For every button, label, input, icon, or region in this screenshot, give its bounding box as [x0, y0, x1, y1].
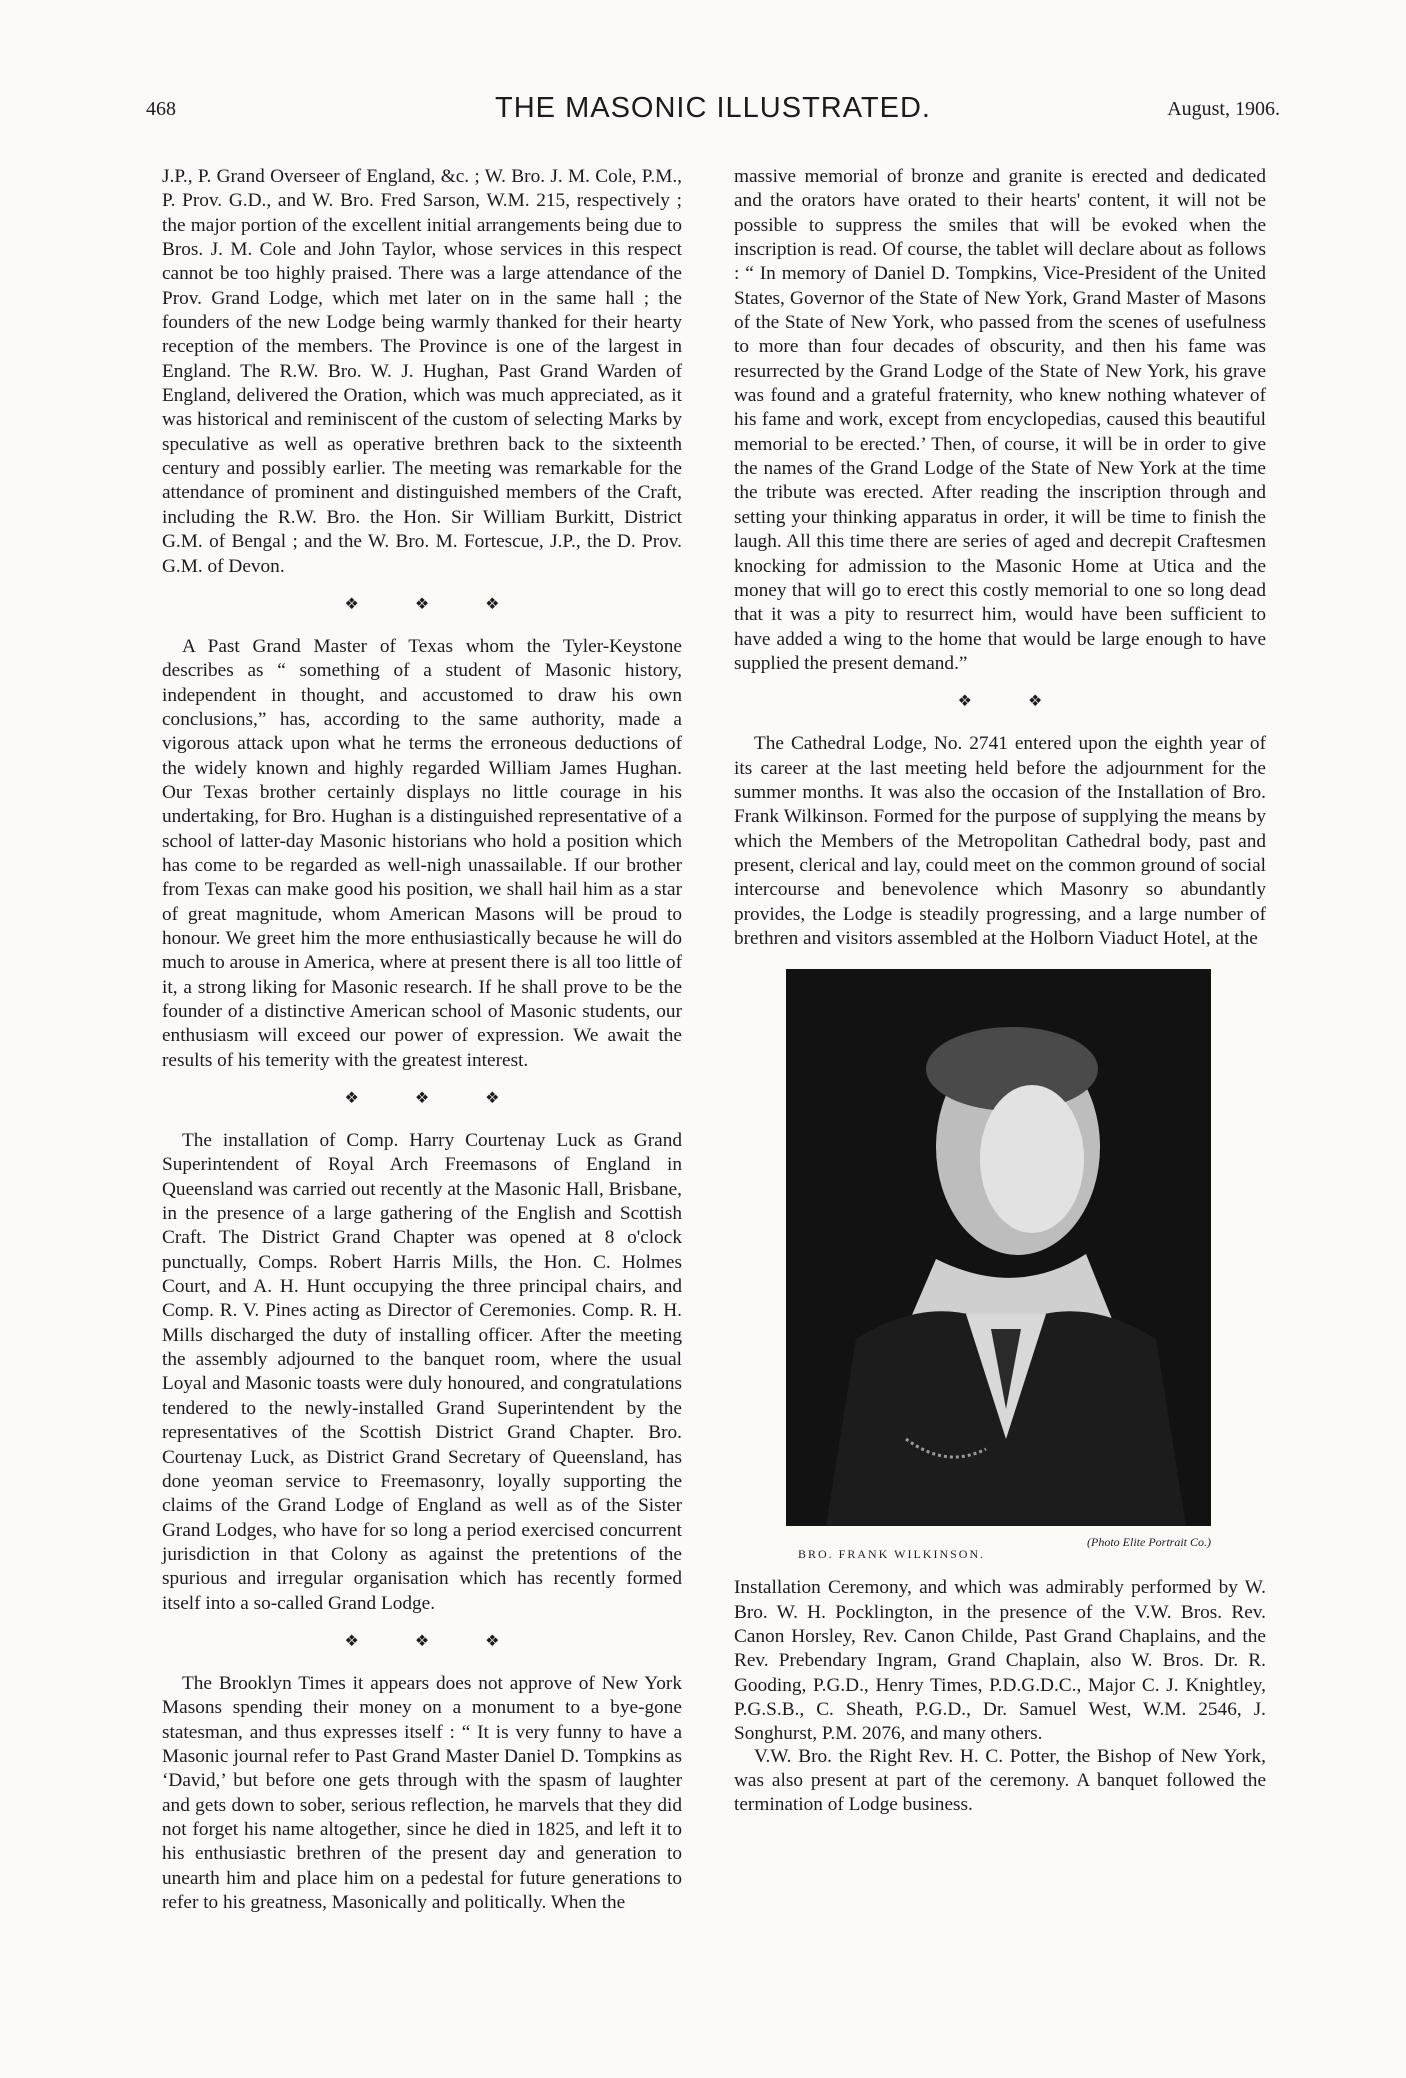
page-header	[146, 92, 1280, 132]
right-column	[734, 165, 1266, 1818]
section-separator: ❖ ❖ ❖	[344, 595, 526, 613]
section-separator: ❖ ❖	[957, 693, 1069, 711]
article-paragraph: The Brooklyn Times it appears does not approve of New York Masons spending their money on a monument to a bye-gone statesman, and thus expresses itself : “ It is very funny to have a Masonic journal refer to Past Grand Master Daniel D. Tompkins as ‘David,’ but before one gets through with the spasm of laughter and gets down to sober, serious reflection, he marvels that they did not forget his name altogether, since he died in 1825, and left it to his enthusiastic brethren of the present day and generation to unearth him and place him on a pedestal for future generations to refer to his greatness, Masonically and politically. When the	[162, 1672, 682, 1913]
portrait-photo	[786, 969, 1211, 1526]
photo-subject-name: BRO. FRANK WILKINSON.	[798, 1547, 986, 1562]
issue-date: August, 1906.	[1167, 98, 1280, 120]
publication-title: THE MASONIC ILLUSTRATED.	[495, 92, 931, 124]
portrait-illustration	[786, 969, 1211, 1526]
page-number: 468	[146, 98, 176, 120]
section-separator: ❖ ❖ ❖	[344, 1632, 526, 1650]
left-column	[162, 165, 682, 1915]
article-paragraph: A Past Grand Master of Texas whom the Tyler-Keystone describes as “ something of a student of Masonic history, independent in thought, and accustomed to draw his own conclusions,” has, according to the same authority, made a vigorous attack upon what he terms the erroneous deductions of the widely known and highly regarded William James Hughan. Our Texas brother certainly displays no little courage in his undertaking, for Bro. Hughan is a distinguished representative of a school of latter-day Masonic historians who hold a position which has come to be regarded as well-nigh unassailable. If our brother from Texas can make good his position, we shall hail him as a star of great magnitude, whom American Masons will be proud to honour. We greet him the more enthusiastically because he will do much to arouse in America, where at present there is all too little of it, a strong liking for Masonic research. If he shall prove to be the founder of a distinctive American school of Masonic students, our enthusiasm will exceed our power of expression. We await the results of his temerity with the greatest interest.	[162, 635, 682, 1071]
article-paragraph: The installation of Comp. Harry Courtenay Luck as Grand Superintendent of Royal Arch Freemasons of England in Queensland was carried out recently at the Masonic Hall, Brisbane, in the presence of a large gathering of the English and Scottish Craft. The District Grand Chapter was opened at 8 o'clock punctually, Comps. Robert Harris Mills, the Hon. C. Holmes Court, and A. H. Hunt occupying the three principal chairs, and Comp. R. V. Pines acting as Director of Ceremonies. Comp. R. H. Mills discharged the duty of installing officer. After the meeting the assembly adjourned to the banquet room, where the usual Loyal and Masonic toasts were duly honoured, and congratulations tendered to the newly-installed Grand Superintendent by the representatives of the Scottish District Grand Chapter. Bro. Courtenay Luck, as District Grand Secretary of Queensland, has done yeoman service to Freemasonry, loyally supporting the claims of the Grand Lodge of England as well as of the Sister Grand Lodges, who have for so long a period exercised concurrent jurisdiction in that Colony as against the pretentions of the spurious and irregular organisation which has recently formed itself into a so-called Grand Lodge.	[162, 1130, 682, 1614]
photo-caption	[786, 1530, 1211, 1562]
article-paragraph: V.W. Bro. the Right Rev. H. C. Potter, the Bishop of New York, was also present at part of the ceremony. A banquet followed the termination of Lodge business.	[734, 1745, 1266, 1816]
portrait-figure	[786, 969, 1211, 1562]
photo-credit: (Photo Elite Portrait Co.)	[1087, 1535, 1211, 1550]
section-separator: ❖ ❖ ❖	[344, 1090, 526, 1108]
article-paragraph: Installation Ceremony, and which was admirably performed by W. Bro. W. H. Pocklington, in the presence of the V.W. Bros. Rev. Canon Horsley, Rev. Canon Childe, Past Grand Chaplains, and the Rev. Prebendary Ingram, Grand Chaplain, also W. Bros. Dr. R. Gooding, P.G.D., Henry Times, P.D.G.D.C., Major C. J. Knightley, P.G.S.B., C. Sheath, P.G.D., Dr. Samuel West, W.M. 2546, J. Songhurst, P.M. 2076, and many others.	[734, 1577, 1266, 1745]
article-paragraph: massive memorial of bronze and granite is erected and dedicated and the orators have orated to their hearts' content, it will not be possible to suppress the smiles that will be evoked when the inscription is read. Of course, the tablet will declare about as follows : “ In memory of Daniel D. Tompkins, Vice-President of the United States, Governor of the State of New York, Grand Master of Masons of the State of New York, who passed from the scenes of usefulness to more than four decades of obscurity, and then his fame was resurrected by the Grand Lodge of the State of New York, his grave was found and a grateful fraternity, who knew nothing whatever of his fame and work, except from encyclopedias, caused this beautiful memorial to be erected.’ Then, of course, it will be in order to give the names of the Grand Lodge of the State of New York at the time the tribute was erected. After reading the inscription through and setting your thinking apparatus in order, it will be time to finish the laugh. All this time there are series of aged and decrepit Craftesmen knocking for admission to the Masonic Home at Utica and the money that will go to erect this costly memorial to one so long dead that it was a pity to resurrect him, would have been sufficient to have added a wing to the home that would be large enough to have supplied the present demand.”	[734, 166, 1266, 674]
article-paragraph: J.P., P. Grand Overseer of England, &c. ; W. Bro. J. M. Cole, P.M., P. Prov. G.D., and W. Bro. Fred Sarson, W.M. 215, respectively ; the major portion of the excellent initial arrangements being due to Bros. J. M. Cole and John Taylor, whose services in this respect cannot be too highly praised. There was a large attendance of the Prov. Grand Lodge, which met later on in the same hall ; the founders of the new Lodge being warmly thanked for their hearty reception of the members. The Province is one of the largest in England. The R.W. Bro. W. J. Hughan, Past Grand Warden of England, delivered the Oration, which was much appreciated, as it was historical and reminiscent of the custom of selecting Marks by speculative as well as operative brethren back to the sixteenth century and possibly earlier. The meeting was remarkable for the attendance of prominent and distinguished members of the Craft, including the R.W. Bro. the Hon. Sir William Burkitt, District G.M. of Bengal ; and the W. Bro. M. Fortescue, J.P., the D. Prov. G.M. of Devon.	[162, 166, 682, 577]
article-paragraph: The Cathedral Lodge, No. 2741 entered upon the eighth year of its career at the last meeting held before the adjournment for the summer months. It was also the occasion of the Installation of Bro. Frank Wilkinson. Formed for the purpose of supplying the means by which the Members of the Metropolitan Cathedral body, past and present, clerical and lay, could meet on the common ground of social intercourse and benevolence which Masonry so abundantly provides, the Lodge is steadily progressing, and a large number of brethren and visitors assembled at the Holborn Viaduct Hotel, at the	[734, 733, 1266, 949]
